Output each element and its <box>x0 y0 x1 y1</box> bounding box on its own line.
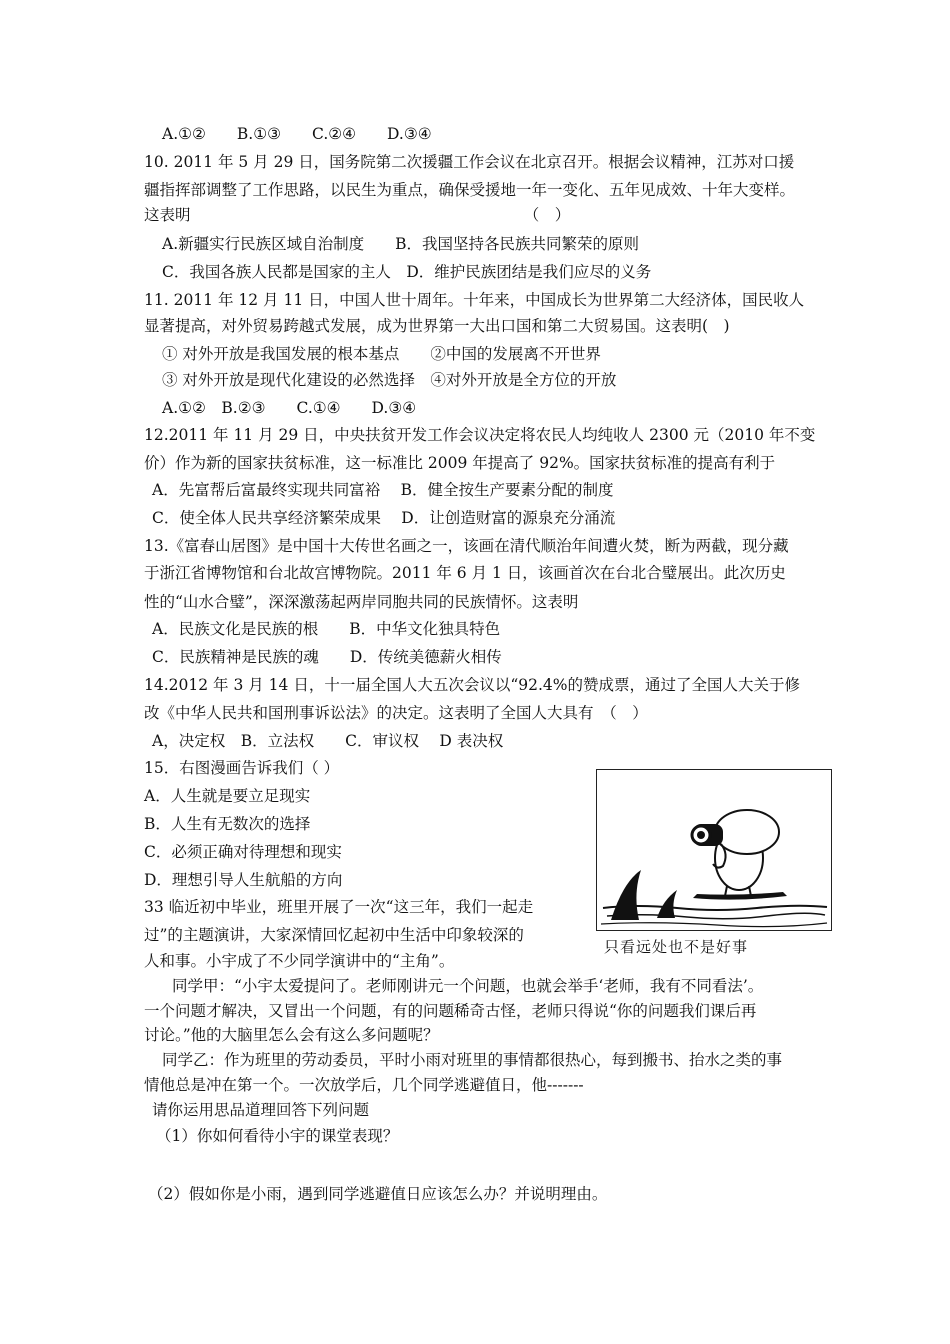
q12-option-ab: A．先富帮后富最终实现共同富裕 B．健全按生产要素分配的制度 <box>152 481 614 499</box>
q15-option-a: A．人生就是要立足现实 <box>144 787 311 805</box>
q15-option-c: C．必须正确对待理想和现实 <box>144 843 342 861</box>
q12-stem-line2: 价）作为新的国家扶贫标准，这一标准比 2009 年提高了 92%。国家扶贫标准的提高有利于 <box>144 454 776 472</box>
q11-stem-line1: 11. 2011 年 12 月 11 日，中国人世十周年。十年来，中国成长为世界第二大经济体，国民收人 <box>144 291 805 309</box>
q12-option-cd: C．使全体人民共享经济繁荣成果 D．让创造财富的源泉充分涌流 <box>152 509 616 527</box>
q10-stem-line3: 这表明 （ ） <box>144 206 571 224</box>
q14-stem-line1: 14.2012 年 3 月 14 日，十一届全国人大五次会议以“92.4%的赞成票，通过了全国人大关于修 <box>144 676 800 694</box>
q33-intro-line2: 过”的主题演讲，大家深情回忆起初中生活中印象较深的 <box>144 926 524 944</box>
q13-stem-line3: 性的“山水合璧”，深深激荡起两岸同胞共同的民族情怀。这表明 <box>144 593 579 611</box>
q14-stem-line2: 改《中华人民共和国刑事诉讼法》的决定。这表明了全国人大具有 （ ） <box>144 704 648 722</box>
cartoon-drawing <box>597 770 830 929</box>
q15-stem: 15．右图漫画告诉我们（ ） <box>144 759 340 777</box>
student-b-line1: 同学乙：作为班里的劳动委员，平时小雨对班里的事情都很热心，每到搬书、抬水之类的事 <box>162 1051 783 1069</box>
student-a-line2: 一个问题才解决，又冒出一个问题，有的问题稀奇古怪，老师只得说“你的问题我们课后再 <box>144 1002 757 1020</box>
q33-sub2: （2）假如你是小雨，遇到同学逃避值日应该怎么办？并说明理由。 <box>148 1185 608 1203</box>
q10-option-cd: C．我国各族人民都是国家的主人 D．维护民族团结是我们应尽的义务 <box>162 263 652 281</box>
q33-sub1: （1）你如何看待小宇的课堂表现？ <box>156 1127 399 1145</box>
student-b-line2: 情他总是冲在第一个。一次放学后，几个同学逃避值日，他------- <box>144 1076 584 1094</box>
student-a-line1: 同学甲：“小宇太爱提问了。老师刚讲元一个问题，也就会举手‘老师，我有不同看法’。 <box>172 977 764 995</box>
q14-options: A，决定权 B．立法权 C．审议权 D 表决权 <box>152 732 504 750</box>
cartoon-caption: 只看远处也不是好事 <box>604 938 749 956</box>
q11-statement-12: ① 对外开放是我国发展的根本基点 ②中国的发展离不开世界 <box>162 345 601 363</box>
q13-stem-line2: 于浙江省博物馆和台北故宫博物院。2011 年 6 月 1 日，该画首次在台北合璧展出。此次历史 <box>144 564 786 582</box>
q11-options: A.①② B.②③ C.①④ D.③④ <box>162 399 417 417</box>
cartoon-image <box>596 769 832 931</box>
q11-stem-line2: 显著提高，对外贸易跨越式发展，成为世界第一大出口国和第二大贸易国。这表明( ) <box>144 317 730 335</box>
q10-stem-line2: 疆指挥部调整了工作思路，以民生为重点，确保受援地一年一变化、五年见成效、十年大变样。 <box>144 181 796 199</box>
q13-option-ab: A．民族文化是民族的根 B．中华文化独具特色 <box>152 620 501 638</box>
q10-stem-line1: 10. 2011 年 5 月 29 日，国务院第二次援疆工作会议在北京召开。根据会议精神，江苏对口援 <box>144 153 795 171</box>
q15-option-b: B．人生有无数次的选择 <box>144 815 311 833</box>
q11-statement-34: ③ 对外开放是现代化建设的必然选择 ④对外开放是全方位的开放 <box>162 371 617 389</box>
q9-options: A.①② B.①③ C.②④ D.③④ <box>162 125 432 143</box>
q10-option-ab: A.新疆实行民族区域自治制度 B．我国坚持各民族共同繁荣的原则 <box>162 235 640 253</box>
q13-stem-line1: 13.《富春山居图》是中国十大传世名画之一，该画在清代顺治年间遭火焚，断为两截，现分藏 <box>144 537 789 555</box>
q33-intro-line3: 人和事。小宇成了不少同学演讲中的“主角”。 <box>144 952 455 970</box>
q13-option-cd: C．民族精神是民族的魂 D．传统美德薪火相传 <box>152 648 502 666</box>
q15-option-d: D．理想引导人生航船的方向 <box>144 871 343 889</box>
q12-stem-line1: 12.2011 年 11 月 29 日，中央扶贫开发工作会议决定将农民人均纯收人 2300 元（2010 年不变 <box>144 426 816 444</box>
q33-instruction: 请你运用思品道理回答下列问题 <box>152 1101 370 1119</box>
student-a-line3: 讨论。”他的大脑里怎么会有这么多问题呢？ <box>144 1026 439 1044</box>
q33-intro-line1: 33 临近初中毕业，班里开展了一次“这三年，我们一起走 <box>144 898 534 916</box>
